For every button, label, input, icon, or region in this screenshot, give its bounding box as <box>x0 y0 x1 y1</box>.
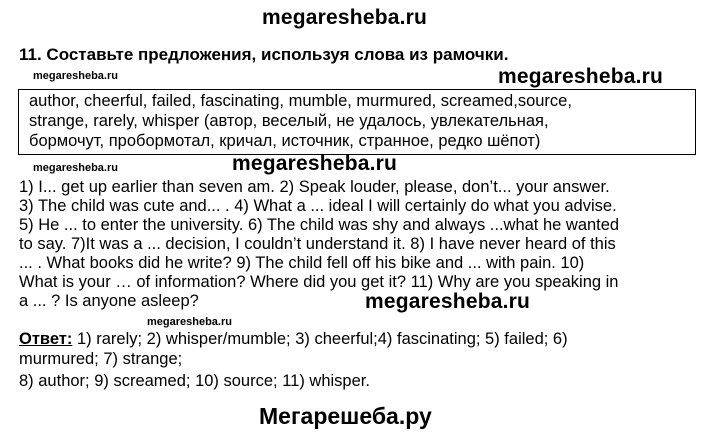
word-box-line-2: strange, rarely, whisper (автор, веселый, не удалось, увлекательная, <box>29 112 549 130</box>
watermark-right-1: megaresheba.ru <box>498 65 664 88</box>
word-box-line-3: бормочут, пробормотал, кричал, источник, странное, редко шёпот) <box>29 132 541 150</box>
watermark-small-1: megaresheba.ru <box>33 70 118 82</box>
answer-line-1 <box>19 330 568 349</box>
exercise-line-4: to say. 7)It was a ... decision, I couldn’t understand it. 8) I have never heard of this <box>19 235 616 253</box>
exercise-line-5: ... . What books did he write? 9) The child fell off his bike and ... with pain. 10) <box>19 254 585 272</box>
watermark-top: megaresheba.ru <box>262 6 428 29</box>
watermark-middle: megaresheba.ru <box>232 152 398 175</box>
exercise-line-1: 1) I... get up earlier than seven am. 2) Speak louder, please, don’t... your answer. <box>19 178 610 196</box>
exercise-line-3: 5) He ... to enter the university. 6) The child was shy and always ...what he wanted <box>19 216 620 234</box>
watermark-small-3: megaresheba.ru <box>147 316 232 328</box>
answer-text-1: 1) rarely; 2) whisper/mumble; 3) cheerful;4) fascinating; 5) failed; 6) <box>72 330 568 348</box>
answer-line-3: 8) author; 9) screamed; 10) source; 11) whisper. <box>19 372 370 390</box>
watermark-small-2: megaresheba.ru <box>33 162 118 174</box>
word-box-line-1: author, cheerful, failed, fascinating, mumble, murmured, screamed,source, <box>29 92 572 110</box>
answer-line-2: murmured; 7) strange; <box>19 350 183 368</box>
answer-label: Ответ: <box>19 330 73 348</box>
footer-brand: Мегарешеба.ру <box>259 403 432 429</box>
exercise-line-6: What is your … of information? Where did you get it? 11) Why are you speaking in <box>19 273 619 291</box>
word-box <box>18 89 696 155</box>
exercise-line-7: a ... ? Is anyone asleep? <box>19 292 199 310</box>
task-title: 11. Составьте предложения, используя слова из рамочки. <box>19 45 509 64</box>
exercise-line-2: 3) The child was cute and... . 4) What a ... ideal I will certainly do what you advise. <box>19 197 617 215</box>
watermark-center-lower: megaresheba.ru <box>365 290 531 313</box>
